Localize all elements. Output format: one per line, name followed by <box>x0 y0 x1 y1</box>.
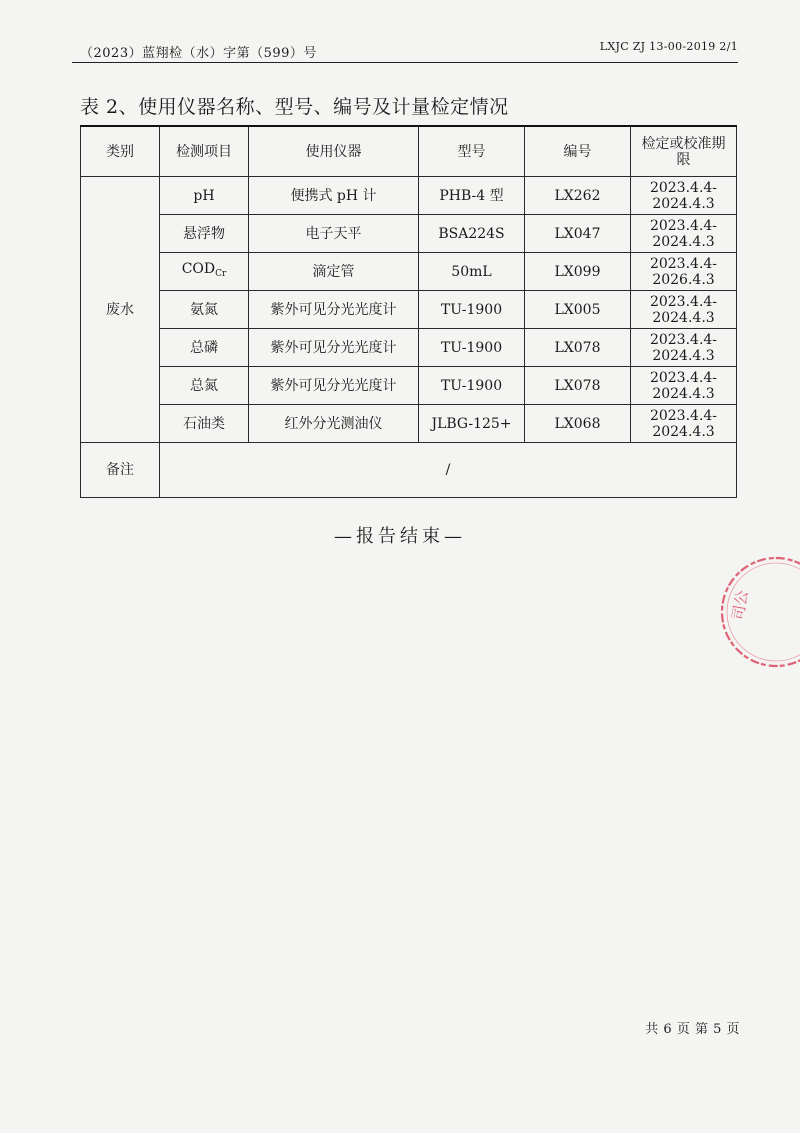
test-item-cell <box>160 253 249 291</box>
period-end: 2024.4.3 <box>652 195 715 212</box>
period-start: 2023.4.4- <box>649 369 718 386</box>
table-row <box>81 367 737 405</box>
period-start: 2023.4.4- <box>649 217 718 234</box>
model-cell: PHB-4 型 <box>419 177 525 215</box>
test-item-cell: 石油类 <box>160 405 249 443</box>
model-cell: BSA224S <box>419 215 525 253</box>
model-cell: JLBG-125+ <box>419 405 525 443</box>
remarks-value: / <box>160 443 737 498</box>
test-item-cell: 总磷 <box>160 329 249 367</box>
remarks-label: 备注 <box>81 443 160 498</box>
table-row <box>81 253 737 291</box>
period-start: 2023.4.4- <box>649 293 718 310</box>
number-cell: LX078 <box>525 367 631 405</box>
svg-text:司公: 司公 <box>728 588 752 622</box>
col-header-category: 类别 <box>81 126 160 177</box>
number-cell: LX099 <box>525 253 631 291</box>
model-cell: TU-1900 <box>419 291 525 329</box>
instrument-table <box>80 125 737 498</box>
period-end: 2024.4.3 <box>652 347 715 364</box>
remarks-row <box>81 443 737 498</box>
col-header-number: 编号 <box>525 126 631 177</box>
period-end: 2024.4.3 <box>652 233 715 250</box>
period-end: 2024.4.3 <box>652 309 715 326</box>
table-row <box>81 329 737 367</box>
period-cell <box>631 215 737 253</box>
form-code: LXJC ZJ 13-00-2019 2/1 <box>599 40 738 53</box>
period-start: 2023.4.4- <box>649 331 718 348</box>
table-row <box>81 405 737 443</box>
calibration-period-label: 检定或校准期限 <box>641 135 726 168</box>
period-end: 2026.4.3 <box>652 271 715 288</box>
category-cell: 废水 <box>81 177 160 443</box>
number-cell: LX078 <box>525 329 631 367</box>
period-cell <box>631 253 737 291</box>
model-cell: TU-1900 <box>419 329 525 367</box>
test-item-cell: pH <box>160 177 249 215</box>
table-row <box>81 291 737 329</box>
col-header-model: 型号 <box>419 126 525 177</box>
instrument-cell: 电子天平 <box>249 215 419 253</box>
period-cell <box>631 367 737 405</box>
period-cell <box>631 329 737 367</box>
number-cell: LX005 <box>525 291 631 329</box>
test-item-cell: 氨氮 <box>160 291 249 329</box>
instrument-cell: 滴定管 <box>249 253 419 291</box>
period-start: 2023.4.4- <box>649 179 718 196</box>
period-start: 2023.4.4- <box>649 255 718 272</box>
model-cell: TU-1900 <box>419 367 525 405</box>
table-title: 表 2、使用仪器名称、型号、编号及计量检定情况 <box>80 96 509 118</box>
number-cell: LX047 <box>525 215 631 253</box>
table-row <box>81 215 737 253</box>
period-cell <box>631 291 737 329</box>
instrument-cell: 红外分光测油仪 <box>249 405 419 443</box>
page-info: 共 6 页 第 5 页 <box>645 1022 740 1037</box>
table-row <box>81 177 737 215</box>
instrument-cell: 紫外可见分光光度计 <box>249 291 419 329</box>
period-start: 2023.4.4- <box>649 407 718 424</box>
instrument-cell: 紫外可见分光光度计 <box>249 367 419 405</box>
col-header-instrument: 使用仪器 <box>249 126 419 177</box>
col-header-calibration-period <box>631 126 737 177</box>
period-end: 2024.4.3 <box>652 423 715 440</box>
period-end: 2024.4.3 <box>652 385 715 402</box>
number-cell: LX068 <box>525 405 631 443</box>
test-item-cell: 悬浮物 <box>160 215 249 253</box>
test-item-subscript: Cr <box>215 269 227 279</box>
company-seal-stamp <box>716 552 800 672</box>
model-cell: 50mL <box>419 253 525 291</box>
test-item-main: COD <box>181 261 216 277</box>
report-number: （2023）蓝翔检（水）字第（599）号 <box>80 46 317 61</box>
test-item-cell: 总氮 <box>160 367 249 405</box>
number-cell: LX262 <box>525 177 631 215</box>
instrument-cell: 紫外可见分光光度计 <box>249 329 419 367</box>
report-end-mark: —报告结束— <box>334 526 466 547</box>
period-cell <box>631 405 737 443</box>
period-cell <box>631 177 737 215</box>
col-header-test-item: 检测项目 <box>160 126 249 177</box>
table-header-row <box>81 126 737 177</box>
header-divider <box>72 62 738 63</box>
instrument-cell: 便携式 pH 计 <box>249 177 419 215</box>
